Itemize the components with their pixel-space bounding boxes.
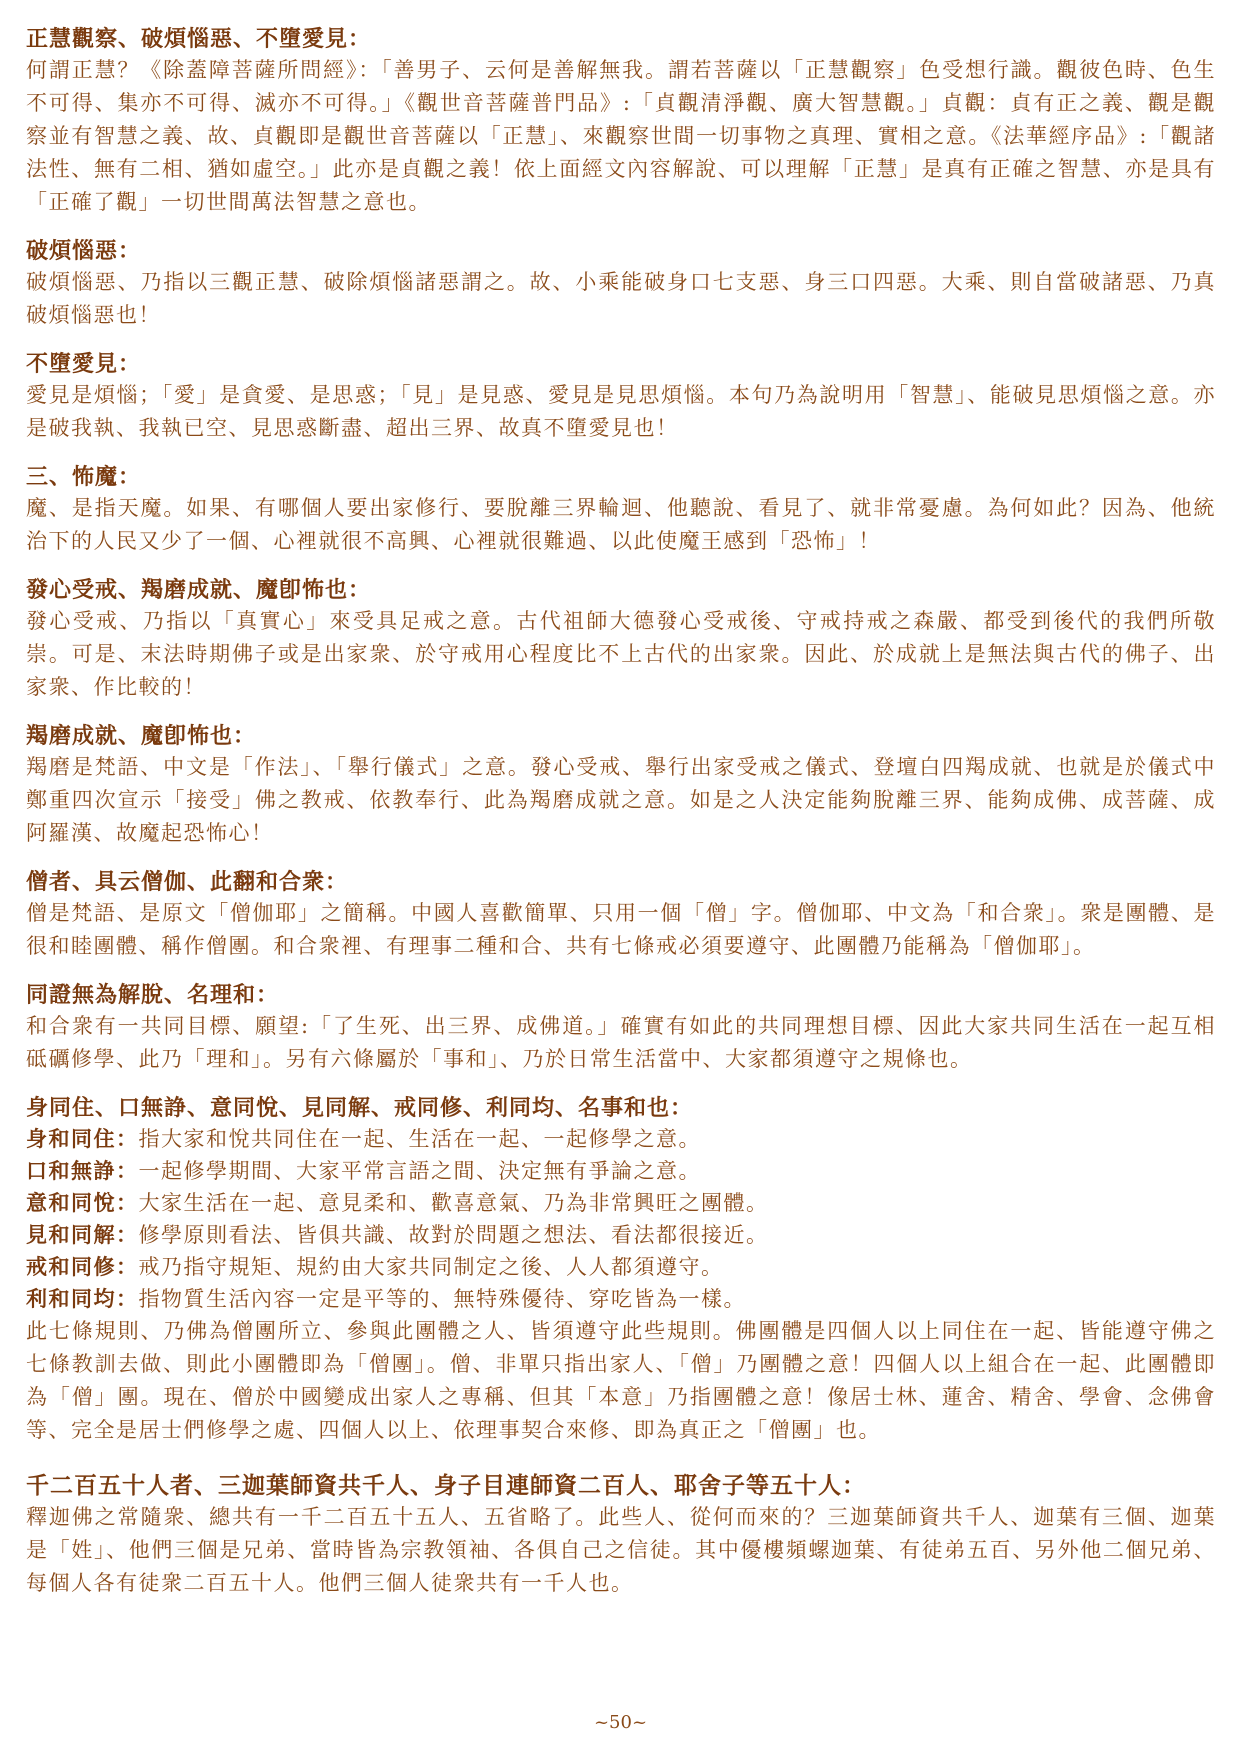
harmony-term: 見和同解： <box>26 1222 139 1247</box>
harmony-term: 身和同住： <box>26 1126 139 1151</box>
harmony-text: 戒乃指守規矩、規約由大家共同制定之後、人人都須遵守。 <box>138 1255 724 1279</box>
harmony-text: 一起修學期間、大家平常言語之間、決定無有爭論之意。 <box>138 1159 701 1183</box>
section-body: 魔、是指天魔。如果、有哪個人要出家修行、要脫離三界輪迴、他聽說、看見了、就非常憂慮。為何如此？因為、他統治下的人民又少了一個、心裡就很不高興、心裡就很難過、以此使魔王感到「恐怖」！ <box>26 496 1216 553</box>
harmony-item <box>26 1155 1216 1187</box>
section-karma-accomplished <box>26 721 1216 850</box>
section-right-wisdom <box>26 24 1216 219</box>
harmony-term: 戒和同修： <box>26 1254 139 1279</box>
harmony-text: 指大家和悅共同住在一起、生活在一起、一起修學之意。 <box>138 1127 701 1151</box>
section-heading: 三、怖魔： <box>26 464 142 490</box>
harmony-item <box>26 1187 1216 1219</box>
section-heading: 發心受戒、羯磨成就、魔卽怖也： <box>26 577 372 603</box>
section-heading: 僧者、具云僧伽、此翻和合衆： <box>26 869 349 895</box>
harmony-item <box>26 1123 1216 1155</box>
section-heading: 羯磨成就、魔卽怖也： <box>26 723 257 749</box>
harmony-text: 指物質生活內容一定是平等的、無特殊優待、穿吃皆為一樣。 <box>138 1287 746 1311</box>
section-six-harmonies <box>26 1093 1216 1447</box>
harmony-term: 口和無諍： <box>26 1158 139 1183</box>
section-receive-precepts <box>26 575 1216 704</box>
harmony-item <box>26 1251 1216 1283</box>
document-page <box>26 24 1216 1617</box>
section-body: 釋迦佛之常隨衆、總共有一千二百五十五人、五省略了。此些人、從何而來的？三迦葉師資共千人、迦葉有三個、迦葉是「姓」、他們三個是兄弟、當時皆為宗教領袖、各俱自己之信徒。其中優樓頻螺迦葉、有徒弟五百、另外他二個兄弟、每個人各有徒衆二百五十人。他們三個人徒衆共有一千人也。 <box>26 1505 1216 1595</box>
section-body: 僧是梵語、是原文「僧伽耶」之簡稱。中國人喜歡簡單、只用一個「僧」字。僧伽耶、中文為「和合衆」。衆是團體、是很和睦團體、稱作僧團。和合衆裡、有理事二種和合、共有七條戒必須要遵守、此團體乃能稱為「僧伽耶」。 <box>26 901 1216 958</box>
section-body: 此七條規則、乃佛為僧團所立、參與此團體之人、皆須遵守此些規則。佛團體是四個人以上同住在一起、皆能遵守佛之七條教訓去做、則此小團體即為「僧團」。僧、非單只指出家人、「僧」乃團體之意！四個人以上組合在一起、此團體即為「僧」團。現在、僧於中國變成出家人之專稱、但其「本意」乃指團體之意！像居士林、蓮舍、精舍、學會、念佛會等、完全是居士們修學之處、四個人以上、依理事契合來修、即為真正之「僧團」也。 <box>26 1319 1216 1442</box>
section-heading: 不墮愛見： <box>26 351 142 377</box>
section-body: 和合衆有一共同目標、願望:「了生死、出三界、成佛道。」確實有如此的共同理想目標、因此大家共同生活在一起互相砥礪修學、此乃「理和」。另有六條屬於「事和」、乃於日常生活當中、大家都須遵守之規條也。 <box>26 1014 1216 1071</box>
harmony-term: 意和同悅： <box>26 1190 139 1215</box>
section-heading: 千二百五十人者、三迦葉師資共千人、身子目連師資二百人、耶舍子等五十人： <box>26 1472 866 1499</box>
section-body: 發心受戒、乃指以「真實心」來受具足戒之意。古代祖師大德發心受戒後、守戒持戒之森嚴、都受到後代的我們所敬崇。可是、末法時期佛子或是出家衆、於守戒用心程度比不上古代的出家衆。因此、於成就上是無法與古代的佛子、出家衆、作比較的！ <box>26 609 1216 699</box>
section-principle-harmony <box>26 980 1216 1076</box>
section-not-fall-into-views <box>26 349 1216 445</box>
section-1250-disciples <box>26 1471 1216 1600</box>
section-frighten-mara <box>26 462 1216 558</box>
harmony-item <box>26 1219 1216 1251</box>
section-body: 愛見是煩惱；「愛」是貪愛、是思惑；「見」是見惑、愛見是見思煩惱。本句乃為說明用「智慧」、能破見思煩惱之意。亦是破我執、我執已空、見思惑斷盡、超出三界、故真不墮愛見也！ <box>26 383 1216 440</box>
section-body: 羯磨是梵語、中文是「作法」、「舉行儀式」之意。發心受戒、舉行出家受戒之儀式、登壇白四羯成就、也就是於儀式中鄭重四次宣示「接受」佛之教戒、依教奉行、此為羯磨成就之意。如是之人決定能夠脫離三界、能夠成佛、成菩薩、成阿羅漢、故魔起恐怖心！ <box>26 755 1216 845</box>
harmony-term: 利和同均： <box>26 1286 139 1311</box>
section-heading: 破煩惱惡： <box>26 238 142 264</box>
section-heading: 同證無為解脫、名理和： <box>26 982 280 1008</box>
section-heading: 身同住、口無諍、意同悅、見同解、戒同修、利同均、名事和也： <box>26 1095 694 1121</box>
section-sangha <box>26 867 1216 963</box>
section-body: 破煩惱惡、乃指以三觀正慧、破除煩惱諸惡謂之。故、小乘能破身口七支惡、身三口四惡。大乘、則自當破諸惡、乃真破煩惱惡也！ <box>26 270 1216 327</box>
harmony-text: 大家生活在一起、意見柔和、歡喜意氣、乃為非常興旺之團體。 <box>138 1191 769 1215</box>
section-heading: 正慧觀察、破煩惱惡、不墮愛見： <box>26 26 372 52</box>
harmony-text: 修學原則看法、皆俱共識、故對於問題之想法、看法都很接近。 <box>138 1223 769 1247</box>
harmony-item <box>26 1283 1216 1315</box>
section-body: 何謂正慧？《除蓋障菩薩所問經》：「善男子、云何是善解無我。謂若菩薩以「正慧觀察」色受想行識。觀彼色時、色生不可得、集亦不可得、滅亦不可得。」《觀世音菩薩普門品》:「貞觀清淨觀、廣大智慧觀。」貞觀：貞有正之義、觀是觀察並有智慧之義、故、貞觀即是觀世音菩薩以「正慧」、來觀察世間一切事物之真理、實相之意。《法華經序品》:「觀諸法性、無有二相、猶如虛空。」此亦是貞觀之義！依上面經文內容解說、可以理解「正慧」是真有正確之智慧、亦是具有「正確了觀」一切世間萬法智慧之意也。 <box>26 58 1216 214</box>
section-break-afflictions <box>26 236 1216 332</box>
page-number: ~50~ <box>593 1712 648 1733</box>
